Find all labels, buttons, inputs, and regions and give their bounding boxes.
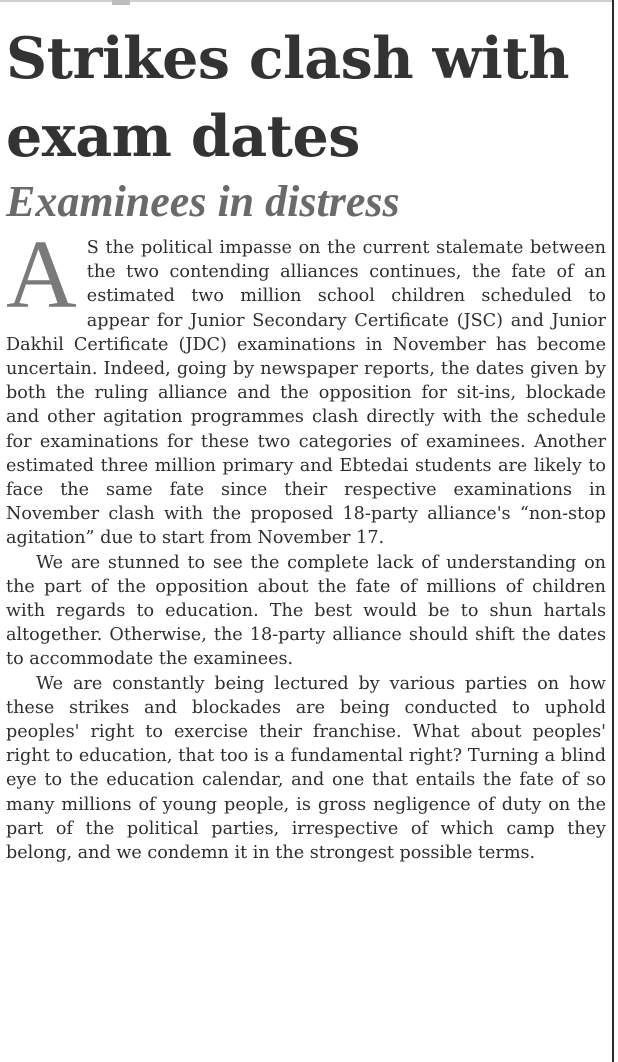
subheadline: Examinees in distress bbox=[6, 177, 400, 226]
article-paragraph-2: We are stunned to see the complete lack of understanding on the part of the opposition about the fate of millions of children with regards to education. The best would be to shun hartals altogether. Otherwise, the 18-party alliance should shift the dates to accommodate the examinees. bbox=[6, 552, 606, 670]
top-rule bbox=[0, 0, 612, 2]
article-paragraph-3: We are constantly being lectured by various parties on how these strikes and blockades are being conducted to uphold peoples' right to exercise their franchise. What about peoples' right to education, that too is a fundamental right? Turning a blind eye to the education calendar, and one that entails the fate of so many millions of young people, is gross negligence of duty on the part of the political parties, irrespective of which camp they belong, and we condemn it in the strongest possible terms. bbox=[6, 673, 606, 864]
article-paragraph-1 bbox=[6, 221, 606, 551]
paragraph-1-text: S the political impasse on the current stalemate between the two contending alliances continues, the fate of an estimated two million school children scheduled to appear for Junior Secondary Certificate (JSC) and Junior Dakhil Certificate (JDC) examinations in November has become uncertain. Indeed, going by newspaper reports, the dates given by both the ruling alliance and the opposition for sit-ins, blockade and other agitation programmes clash directly with the schedule for examinations for these two categories of examinees. Another estimated three million primary and Ebtedai students are likely to face the same fate since their respective examinations in November clash with the proposed 18-party alliance's “non-stop agitation” due to start from November 17. bbox=[6, 238, 606, 549]
drop-cap: A bbox=[6, 221, 77, 329]
article-body bbox=[6, 221, 606, 865]
column-rule bbox=[612, 0, 614, 1062]
headline: Strikes clash with exam dates bbox=[6, 25, 570, 170]
corner-mark bbox=[112, 0, 130, 5]
